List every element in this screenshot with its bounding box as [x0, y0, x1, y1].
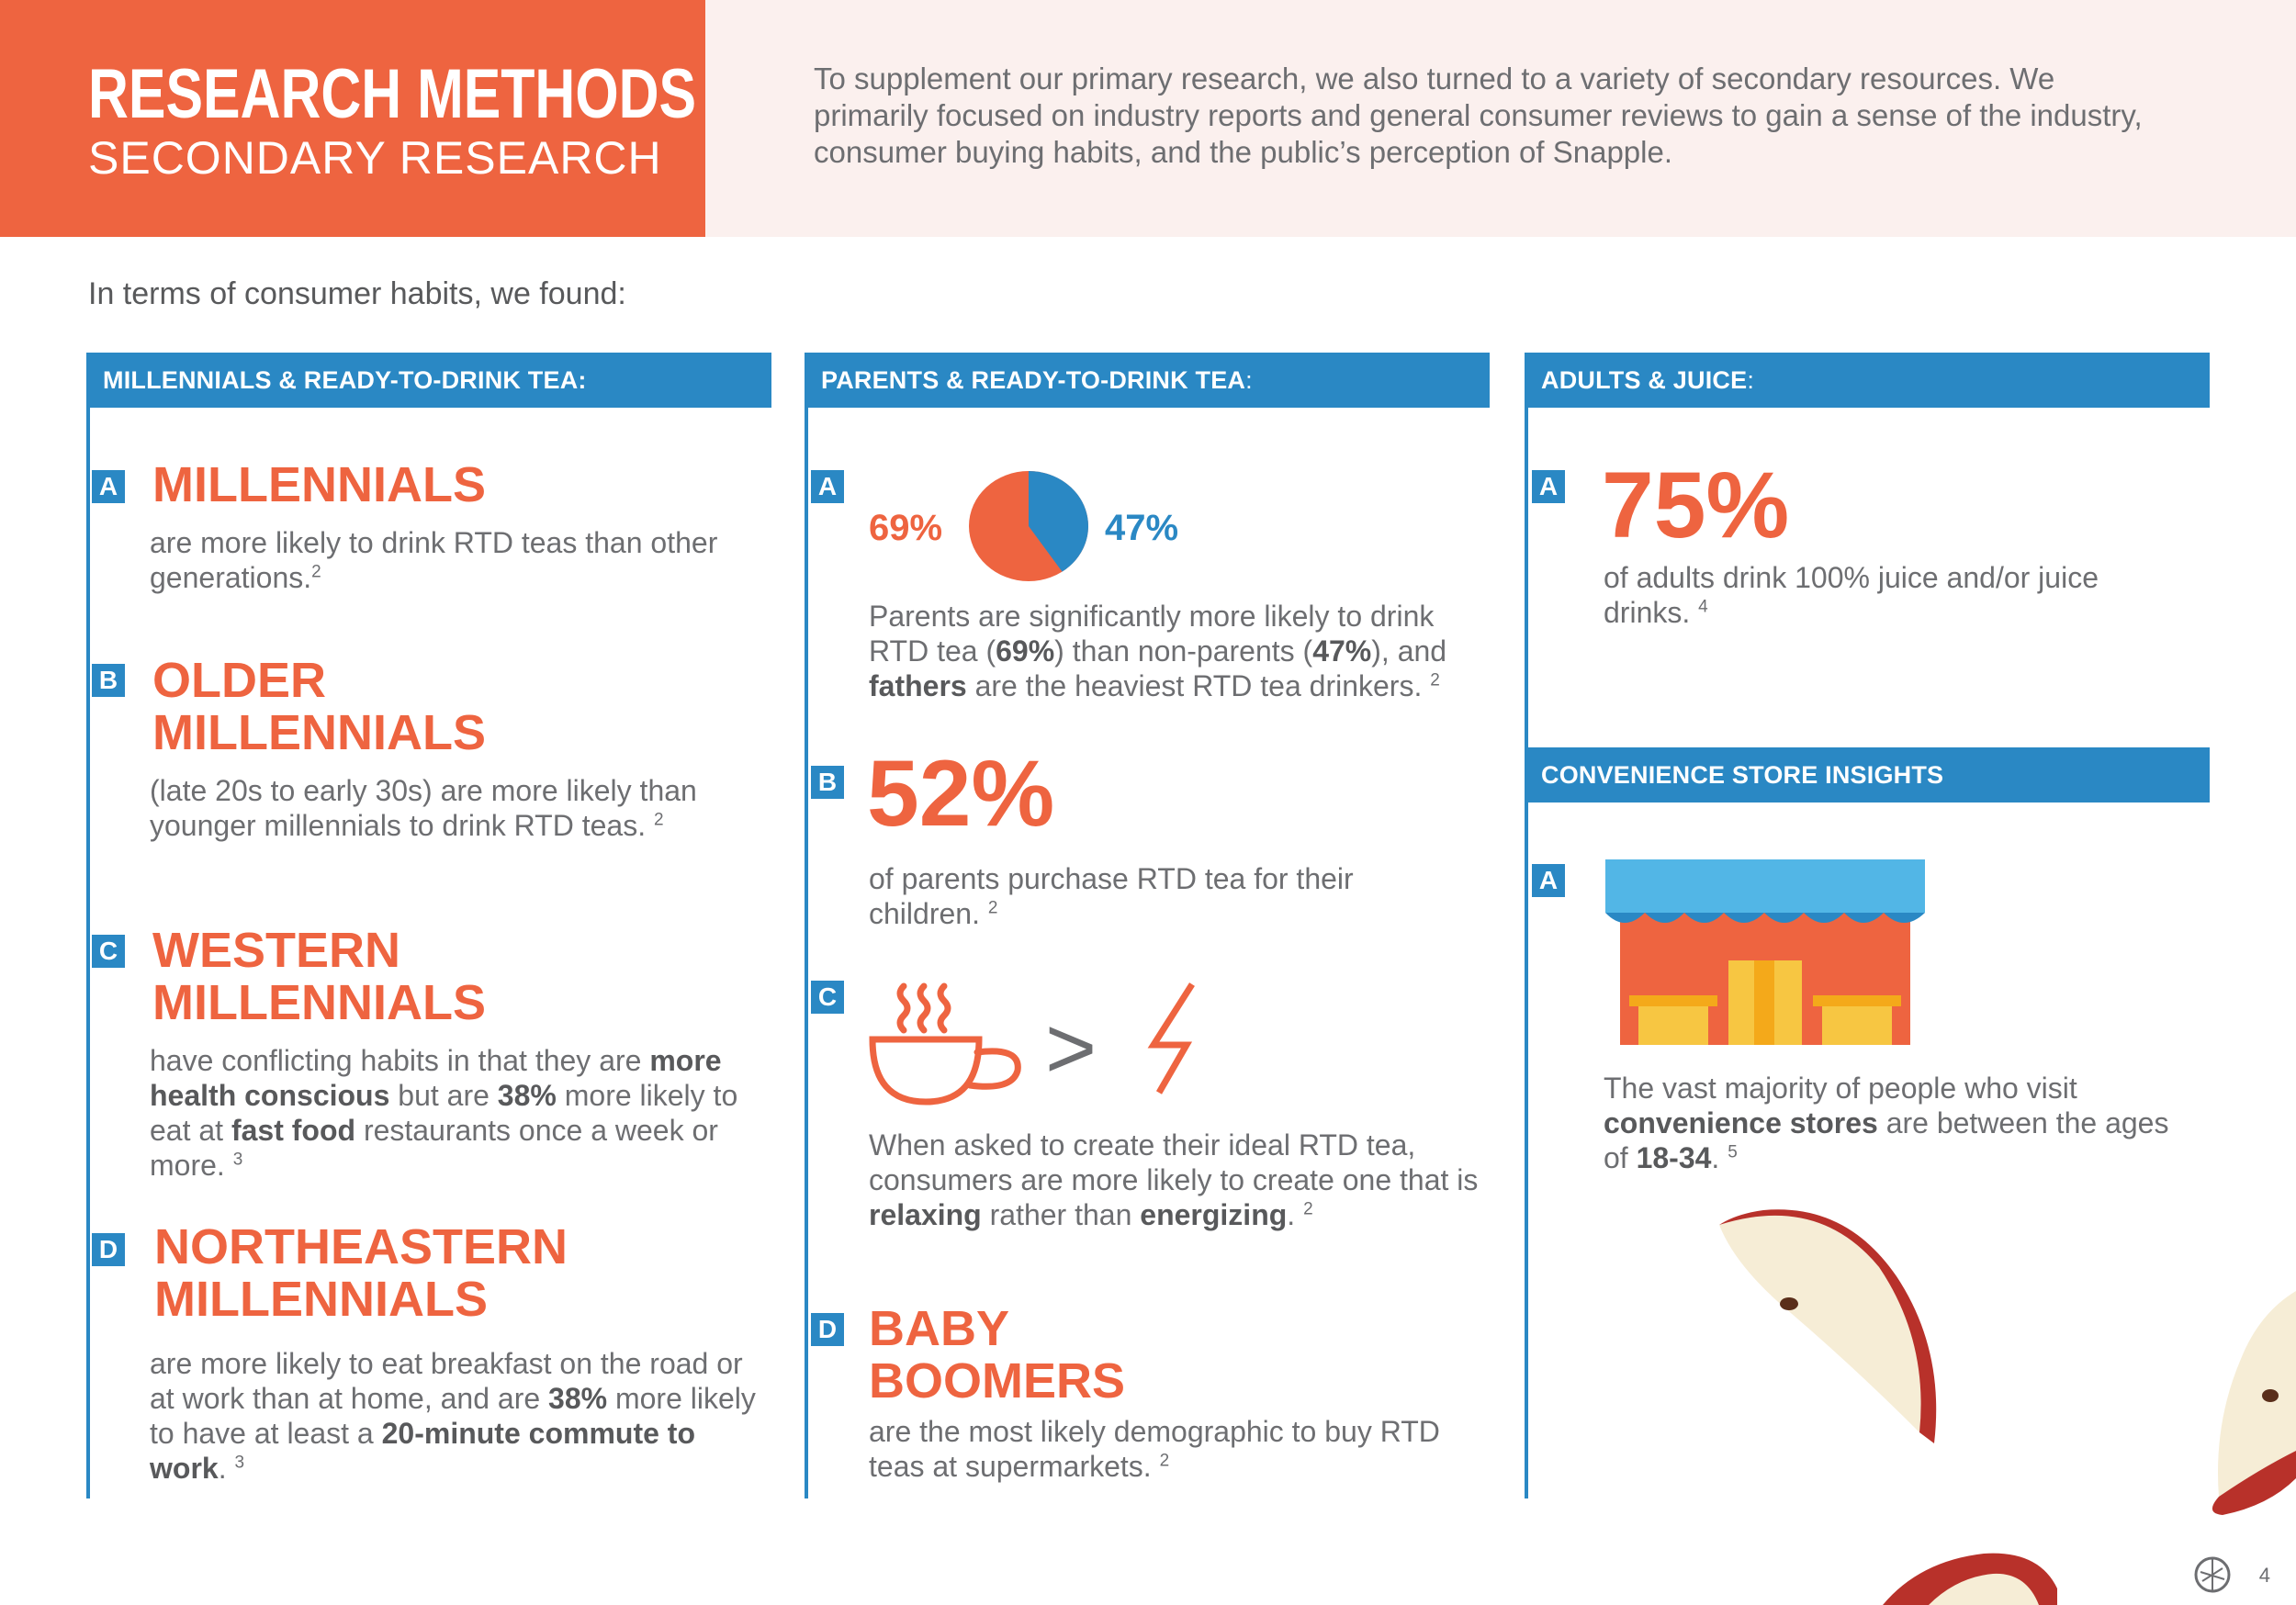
- millennials-heading: MILLENNIALS: [152, 457, 486, 512]
- parents-a-text: Parents are significantly more likely to drink RTD tea (69%) than non-parents (47%), and fathers are the heaviest RTD tea drinkers. $^2$: [869, 600, 1447, 702]
- lead-text: In terms of consumer habits, we found:: [88, 276, 626, 311]
- column-header-adults-juice: ADULTS & JUICE:: [1525, 353, 2210, 408]
- tea-cup-icon: [867, 979, 1032, 1107]
- parents-b-text: of parents purchase RTD tea for their children. $^2$: [869, 862, 1354, 930]
- apple-slices-image: [1708, 1203, 2296, 1605]
- badge-b: B: [811, 766, 844, 799]
- page-number: 4: [2258, 1564, 2270, 1587]
- older-millennials-heading: OLDER MILLENNIALS: [152, 653, 486, 760]
- badge-b: B: [92, 664, 125, 697]
- millennials-text: are more likely to drink RTD teas than other generations.$^2$: [150, 526, 718, 594]
- greater-than-sign: >: [1045, 999, 1097, 1097]
- western-millennials-heading: WESTERN MILLENNIALS: [152, 923, 486, 1030]
- page-subtitle: SECONDARY RESEARCH: [88, 132, 662, 184]
- badge-d: D: [811, 1313, 844, 1346]
- badge-c: C: [811, 981, 844, 1014]
- column-divider: [1525, 408, 1528, 747]
- lightning-bolt-icon: [1146, 981, 1207, 1096]
- apple-slice-1: [1719, 1209, 1936, 1443]
- page-title: RESEARCH METHODS: [88, 55, 697, 133]
- convenience-text: The vast majority of people who visit convenience stores are between the ages of 18-34. $^5$: [1604, 1072, 2169, 1174]
- badge-a: A: [811, 470, 844, 503]
- badge-a: A: [1532, 470, 1565, 503]
- baby-boomers-heading: BABY BOOMERS: [869, 1301, 1126, 1409]
- badge-c: C: [92, 935, 125, 968]
- badge-a: A: [1532, 864, 1565, 897]
- adults-juice-text: of adults drink 100% juice and/or juice drinks. $^4$: [1604, 561, 2099, 629]
- older-millennials-text: (late 20s to early 30s) are more likely than younger millennials to drink RTD teas. $^2$: [150, 774, 697, 842]
- intro-paragraph: To supplement our primary research, we also turned to a variety of secondary resources. We primarily focused on industry reports and general consumer reviews to gain a sense of the industry, consumer buying habits, and the public’s perception of Snapple.: [814, 62, 2143, 169]
- badge-a: A: [92, 470, 125, 503]
- pie-chart: [967, 470, 1090, 582]
- apple-slice-3: [1883, 1554, 2057, 1605]
- column-divider: [805, 408, 808, 1498]
- column-divider: [86, 408, 90, 1498]
- logo-icon: [2189, 1554, 2235, 1596]
- column-header-parents: PARENTS & READY-TO-DRINK TEA:: [805, 353, 1490, 408]
- parents-c-text: When asked to create their ideal RTD tea, consumers are more likely to create one that is relaxing rather than energizing. $^2$: [869, 1128, 1479, 1231]
- non-parents-percent: 47%: [1105, 508, 1179, 548]
- badge-d: D: [92, 1233, 125, 1266]
- parents-d-text: are the most likely demographic to buy RTD teas at supermarkets. $^2$: [869, 1415, 1440, 1483]
- column-header-convenience: CONVENIENCE STORE INSIGHTS: [1525, 747, 2210, 802]
- northeastern-millennials-text: are more likely to eat breakfast on the road or at work than at home, and are 38% more likely to have at least a 20-minute commute to work. $^3$: [150, 1347, 756, 1485]
- convenience-store-icon: [1600, 858, 1930, 1045]
- western-millennials-text: have conflicting habits in that they are more health conscious but are 38% more likely to eat at fast food restaurants once a week or more. $^3$: [150, 1044, 738, 1182]
- column-header-millennials: MILLENNIALS & READY-TO-DRINK TEA:: [86, 353, 771, 408]
- northeastern-millennials-heading: NORTHEASTERN MILLENNIALS: [154, 1219, 568, 1327]
- adults-juice-percent: 75%: [1602, 453, 1790, 557]
- parents-percent: 69%: [869, 508, 943, 548]
- apple-slice-2: [2212, 1291, 2296, 1515]
- parents-purchase-percent: 52%: [867, 741, 1055, 846]
- column-divider: [1525, 802, 1528, 1498]
